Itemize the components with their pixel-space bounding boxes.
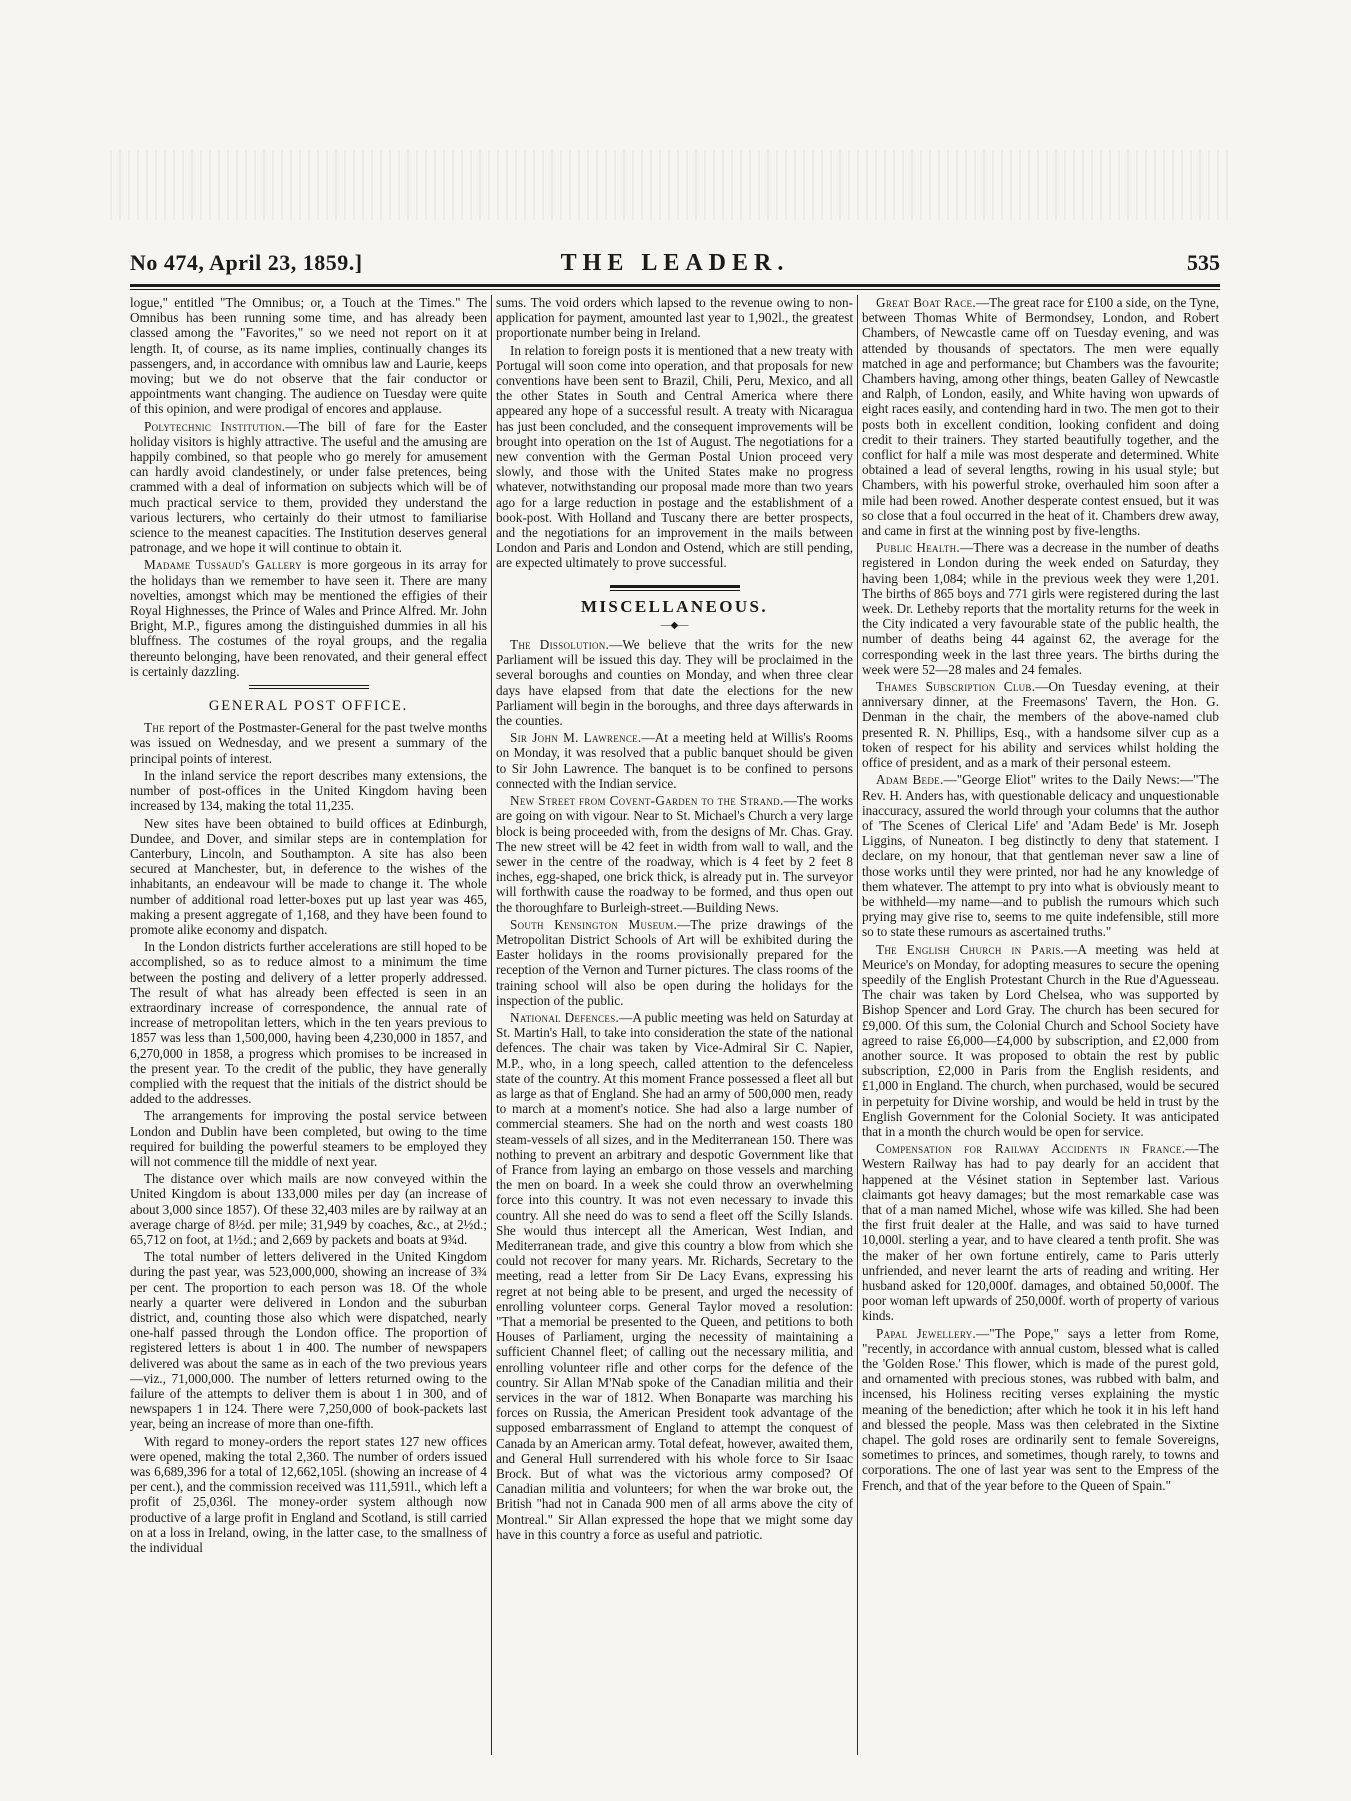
article-polytechnic bbox=[130, 419, 487, 556]
column-divider bbox=[491, 295, 492, 1755]
issue-line: No 474, April 23, 1859.] bbox=[130, 250, 363, 275]
lead-thames-club: Thames Subscription Club. bbox=[876, 679, 1036, 695]
column-1 bbox=[130, 295, 487, 1755]
article-boat-race bbox=[862, 295, 1219, 538]
masthead-rule-thin bbox=[130, 289, 1220, 290]
page-number: 535 bbox=[1187, 250, 1220, 275]
body-tussaud: is more gorgeous in its array for the holidays than we remember to have seen it. There are many novelties, amongst which may be mentioned the effigies of their Royal Highnesses, the Prince of Wales and Prince Alfred. Mr. John Bright, M.P., figures among the distinguished dummies in all his bluffness. The costumes of the royal groups, and the regalia thereunto belonging, have been renovated, and their general effect is certainly dazzling. bbox=[130, 557, 487, 679]
lead-boat-race: Great Boat Race. bbox=[876, 295, 976, 310]
section-rule-thin bbox=[610, 590, 740, 591]
article-gpo-paragraph: In the London districts further accelerations are still hoped to be accomplished, so as to reduce almost to a minimum the time between the posting and delivery of a letter properly addressed. The result of what has already been effected is seen in an extraordinary increase of correspondence, the annual rate of increase of metropolitan letters, which in the ten years previous to 1857 was less than 1,500,000, having been 4,230,000 in 1857, and 6,270,000 in 1858, a progress which promises to be increased in the present year. To the credit of the public, they have generally complied with the request that the initials of the district should be added to the addresses. bbox=[130, 939, 487, 1107]
body-dissolution: —We believe that the writs for the new Parliament will be issued this day. They will be proclaimed in the several boroughs and counties on Monday, and when three clear days have elapsed from that date the elections for the new Parliament will begin in the boroughs, and three days afterwards in the counties. bbox=[496, 637, 853, 729]
column-3 bbox=[862, 295, 1219, 1755]
body-english-church: —A meeting was held at Meurice's on Monday, for adopting measures to secure the opening speedily of the English Protestant Church in the Rue d'Aguesseau. The chair was taken by Lord Chelsea, who was supported by Bishop Spencer and Lord Gray. The church has been secured for £9,000. Of this sum, the Colonial Church and School Society have agreed to raise £6,000—£4,000 by subscription, and £2,000 from another source. It was proposed to obtain the rest by public subscription, £2,000 in Paris from the English residents, and £1,000 in England. The church, when purchased, would be secured in perpetuity for Divine worship, and would be held in trust by the English Government for the Colonial Society. It was anticipated that in a month the church would be open for service. bbox=[862, 941, 1219, 1139]
lead-papal-jewellery: Papal Jewellery. bbox=[876, 1325, 977, 1341]
lead-railway-compensation: Compensation for Railway Accidents in France. bbox=[876, 1141, 1186, 1157]
body-papal-jewellery: —"The Pope," says a letter from Rome, "recently, in accordance with annual custom, blessed what is called the 'Golden Rose.' This flower, which is made of the purest gold, and ornamented with precious stones, was rubbed with balm, and incensed, his Holiness reciting verses explaining the mystic meaning of the benediction; after which he took it in his left hand and blessed the people. Mass was then celebrated in the Sixtine chapel. The gold roses are ordinarily sent to female Sovereigns, sometimes to princes, and sometimes, though rarely, to towns and corporations. The one of last year was sent to the Empress of the French, and that of the year before to the Queen of Spain." bbox=[862, 1325, 1219, 1493]
lead-new-street: New Street from Covent-Garden to the Strand. bbox=[510, 793, 784, 809]
article-tussaud bbox=[130, 557, 487, 679]
body-thames-club: —On Tuesday evening, at their anniversary dinner, at the Freemasons' Tavern, the Hon. G. Denman in the chair, the members of the above-named club presented R. N. Phillips, Esq., with a handsome silver cup as a token of respect for his ability and services whilst holding the office of president, and as a mark of their personal esteem. bbox=[862, 679, 1219, 771]
article-gpo-paragraph: The distance over which mails are now conveyed within the United Kingdom is about 133,000 miles per day (an increase of about 3,000 since 1857). Of these 32,403 miles are by railway at an average charge of 8½d. per mile; 31,949 by coaches, &c., at 2½d.; 65,712 on foot, at 1½d.; and 2,669 by packets and boats at 9¾d. bbox=[130, 1171, 487, 1247]
article-defences bbox=[496, 1010, 853, 1542]
lead-polytechnic: Polytechnic Institution. bbox=[144, 418, 286, 434]
article-gpo-paragraph: The total number of letters delivered in the United Kingdom during the past year, was 523,000,000, showing an increase of 3¾ per cent. The proportion to each person was 18. Of the whole nearly a quarter were delivered in London and the suburban district, and, counting those also which were dispatched, nearly one-half passed through the London office. The proportion of registered letters is about 1 in 400. The number of newspapers delivered was about the same as in each of the two previous years—viz., 71,000,000. The number of letters returned owing to the failure of the attempts to deliver them is about 1 in 300, and of newspapers 1 in 124. There were 7,250,000 of book-packets last year, being an increase of more than one-fifth. bbox=[130, 1249, 487, 1432]
article-gpo-paragraph: With regard to money-orders the report states 127 new offices were opened, making the total 2,360. The number of orders issued was 6,689,396 for a total of 12,662,105l. (showing an increase of 4 per cent.), and the commission received was 111,591l., which left a profit of 25,036l. The money-order system although now productive of a large profit in England and Scotland, is still carried on at a loss in Ireland, owing, in the latter case, to the smallness of the individual bbox=[130, 1433, 487, 1556]
article-gpo-foreign-posts: In relation to foreign posts it is mentioned that a new treaty with Portugal will soon come into operation, and that proposals for new conventions have been sent to Brazil, Chili, Peru, Mexico, and all the other States in South and Central America where there appeared any hope of a successful result. A treaty with Nicaragua has just been concluded, and the consequent improvements will be brought into operation on the 1st of August. The negotiations for a new convention with the German Postal Union proceed very slowly, and those with the United States make no progress whatever, notwithstanding our proposal made more than two years ago for a large reduction in postage and the establishment of a book-post. With Holland and Tuscany there are better prospects, and the negotiations for an improvement in the mails between London and Paris and London and Ostend, which are still pending, are expected ultimately to prove successful. bbox=[496, 342, 853, 571]
article-gpo-paragraph: In the inland service the report describes many extensions, the number of post-offices in the United Kingdom having been increased by 134, making the total 11,235. bbox=[130, 767, 487, 814]
lead-dissolution: The Dissolution. bbox=[510, 637, 610, 653]
section-rule bbox=[249, 685, 369, 686]
body-adam-bede: —"George Eliot" writes to the Daily News:—"The Rev. H. Anders has, with questionable delicacy and unquestionable inaccuracy, assured the world through your columns that the author of 'The Scenes of Clerical Life' and 'Adam Bede' is Mr. Joseph Liggins, of Nuneaton. I beg distinctly to deny that statement. I declare, on my honour, that that gentleman never saw a line of those works until they were printed, nor had he any knowledge of them whatever. The attempt to pry into what is obviously meant to be withheld—my name—and to publish the rumours which such prying may give rise to, seems to me quite indefensible, still more so to state these rumours as ascertained truths." bbox=[862, 772, 1219, 940]
article-railway-compensation bbox=[862, 1141, 1219, 1323]
body-kensington: —The prize drawings of the Metropolitan District Schools of Art will be exhibited during the Easter holidays in the rooms provisionally prepared for the reception of the Vernon and Turner pictures. The class rooms of the training school will also be open during the holidays for the inspection of the public. bbox=[496, 916, 853, 1008]
section-rule bbox=[249, 688, 369, 689]
lead-defences: National Defences. bbox=[510, 1009, 620, 1025]
body-boat-race: —The great race for £100 a side, on the Tyne, between Thomas White of Bermondsey, London, and Robert Chambers, of Newcastle came off on Tuesday evening, and was attended by thousands of spectators. The men were equally matched in age and performance; but Chambers was the favourite; Chambers having, among other things, beaten Galley of Newcastle and Ralph, of London, easily, and White having won upwards of eight races easily, and contending hard in two. The men got to their posts both in excellent condition, looking confident and doing credit to their trainers. They started beautifully together, and the conflict for half a mile was most desperate and determined. White obtained a lead of several lengths, rowing in his usual style; but Chambers, with his powerful stroke, overhauled him soon after a mile had been rowed. Another desperate contest ensued, but it was so close that a foul occurred in the heat of it. Chambers drew away, and came in first at the winning post by five-lengths. bbox=[862, 295, 1219, 539]
body-new-street: —The works are going on with vigour. Near to St. Michael's Church a very large block is being proceeded with, from the designs of Mr. Chas. Gray. The new street will be 42 feet in width from wall to wall, and the sewer in the centre of the roadway, which is 4 feet by 2 feet 8 inches, egg-shaped, one brick thick, is already put in. The surveyor will forthwith cause the roadway to be formed, and thus open out the thoroughfare to Burleigh-street.—Building News. bbox=[496, 793, 853, 915]
section-rule-thick bbox=[610, 585, 740, 588]
article-lawrence bbox=[496, 730, 853, 791]
article-thames-club bbox=[862, 679, 1219, 770]
section-heading-miscellaneous: MISCELLANEOUS. bbox=[580, 596, 769, 616]
article-new-street bbox=[496, 793, 853, 915]
body-railway-compensation: —The Western Railway has had to pay dearly for an accident that happened at the Vésinet station in September last. Various claimants got heavy damages; but the most remarkable case was that of a man named Michel, whose wife was killed. She had been the first fruit dealer at the Halle, and was said to have turned 10,000l. sterling a year, and to have cleared a tenth profit. She was the maker of her own fortune entirely, came to Paris utterly unfriended, and never learnt the arts of reading and writing. Her husband asked for 120,000f. damages, and obtained 50,000f. The poor woman left upwards of 250,000f. worth of property of various kinds. bbox=[862, 1141, 1219, 1324]
body-defences: —A public meeting was held on Saturday at St. Martin's Hall, to take into consideration the state of the national defences. The chair was taken by Vice-Admiral Sir C. Napier, M.P., who, in a long speech, called attention to the defenceless state of the country. At this moment France possessed a fleet all but as large as that of England. She had an army of 500,000 men, ready to march at a moment's notice. She had also a large number of commercial steamers. She had on the north and west coasts 180 steam-vessels of all sizes, and in the Mediterranean 150. There was nothing to prevent an arbitrary and despotic Government like that of France from laying an embargo on those vessels and marching the men on board. In a week she could throw an overwhelming force into this country. It was not even necessary to invade this country. All she need do was to send a fleet off the Scilly Islands. She would thus intercept all the American, West Indian, and Mediterranean trade, and give this country a blow from which she could not recover for many years. Mr. Richards, Secretary to the meeting, read a letter from Sir De Lacy Evans, expressing his regret at not being able to be present, and urged the necessity of enrolling volunteer corps. General Taylor moved a resolution: "That a memorial be presented to the Queen, and petitions to both Houses of Parliament, urging the necessity of maintaining a sufficient Channel fleet; of calling out the necessary militia, and enrolling volunteer rifle and other corps for the defence of the country. Sir Allan M'Nab spoke of the Canadian militia and their services in the war of 1812. When Bonaparte was marching his forces on Russia, the American President took advantage of the supposed embarrassment of England to attempt the conquest of Canada by an American army. Total defeat, however, awaited them, and General Hull surrendered with his whole force to Sir Isaac Brock. But of what was the victorious army composed? Of Canadian militia and volunteers; for when the war broke out, the British "had not in Canada 900 men of all arms above the city of Montreal." Sir Allan expressed the hope that we might some day have in this country a force as useful and patriotic. bbox=[496, 1009, 853, 1542]
lead-tussaud: Madame Tussaud's Gallery bbox=[144, 557, 302, 573]
lead-public-health: Public Health. bbox=[876, 540, 961, 556]
masthead-rule-thick bbox=[130, 284, 1220, 287]
article-papal-jewellery bbox=[862, 1326, 1219, 1493]
lead-english-church: The English Church in Paris. bbox=[876, 941, 1065, 957]
article-public-health bbox=[862, 540, 1219, 677]
article-kensington bbox=[496, 917, 853, 1008]
article-adam-bede bbox=[862, 772, 1219, 939]
article-gpo-paragraph: New sites have been obtained to build offices at Edinburgh, Dundee, and Dover, and similar steps are in contemplation for Canterbury, Lincoln, and Southampton. A site has also been secured at Manchester, but, in deference to the wishes of the inhabitants, an endeavour will be made to change it. The whole number of additional road letter-boxes put up last year was 465, making a present aggregate of 1,168, and they have been found to promote alike economy and dispatch. bbox=[130, 815, 487, 937]
article-english-church bbox=[862, 942, 1219, 1140]
column-2 bbox=[496, 295, 853, 1755]
scan-smudge bbox=[110, 150, 1230, 220]
lead-gpo: The bbox=[144, 720, 165, 736]
article-omnibus: logue," entitled "The Omnibus; or, a Touch at the Times." The Omnibus has been running some time, and has already been classed among the "Favorites," so we need not report on it at length. It, of course, as its name implies, continually changes its passengers, and, in accordance with omnibus law and Laurie, keeps moving; but we do not observe that the fair conductor or appointments want changing. The audience on Tuesday were quite of this opinion, and were prodigal of encores and applause. bbox=[130, 295, 487, 417]
lead-adam-bede: Adam Bede. bbox=[876, 772, 944, 788]
ornament-divider: —◆— bbox=[660, 619, 689, 631]
lead-lawrence: Sir John M. Lawrence. bbox=[510, 730, 642, 746]
body-public-health: —There was a decrease in the number of deaths registered in London during the week ended on Saturday, they having been 1,084; while in the previous week they were 1,201. The births of 865 boys and 771 girls were registered during the last week. Dr. Letheby reports that the mortality returns for the week in the City indicated a very favourable state of the public health, the number of deaths being 44 against 62, the average for the corresponding week in the last three years. The births during the week were 52—28 males and 24 females. bbox=[862, 540, 1219, 677]
body-lawrence: —At a meeting held at Willis's Rooms on Monday, it was resolved that a public banquet should be given to Sir John Lawrence. The banquet is to be confined to persons connected with the Indian service. bbox=[496, 730, 853, 791]
article-gpo-intro bbox=[130, 720, 487, 766]
article-dissolution bbox=[496, 637, 853, 728]
section-heading-gpo: GENERAL POST OFFICE. bbox=[208, 698, 409, 715]
article-gpo-continued: sums. The void orders which lapsed to the revenue owing to non-application for payment, amounted last year to 1,902l., the greatest proportionate number being in Ireland. bbox=[496, 295, 853, 341]
body-gpo-intro: report of the Postmaster-General for the past twelve months was issued on Wednesday, and we present a summary of the principal points of interest. bbox=[130, 720, 487, 766]
newspaper-title: THE LEADER. bbox=[560, 250, 790, 276]
masthead bbox=[130, 250, 1220, 286]
article-gpo-paragraph: The arrangements for improving the postal service between London and Dublin have been completed, but owing to the time required for building the powerful steamers to be employed they will not commence till the middle of next year. bbox=[130, 1108, 487, 1169]
lead-kensington: South Kensington Museum. bbox=[510, 916, 678, 932]
body-polytechnic: —The bill of fare for the Easter holiday visitors is highly attractive. The useful and the amusing are happily combined, so that people who go merely for amusement can hardly avoid clandestinely, or under false pretences, being crammed with a deal of information on subjects which will be of much practical service to them, provided they understand the various lecturers, who certainly do their utmost to familiarise science to the meanest capacities. The Institution deserves general patronage, and we hope it will continue to obtain it. bbox=[130, 418, 487, 556]
column-divider bbox=[857, 295, 858, 1755]
